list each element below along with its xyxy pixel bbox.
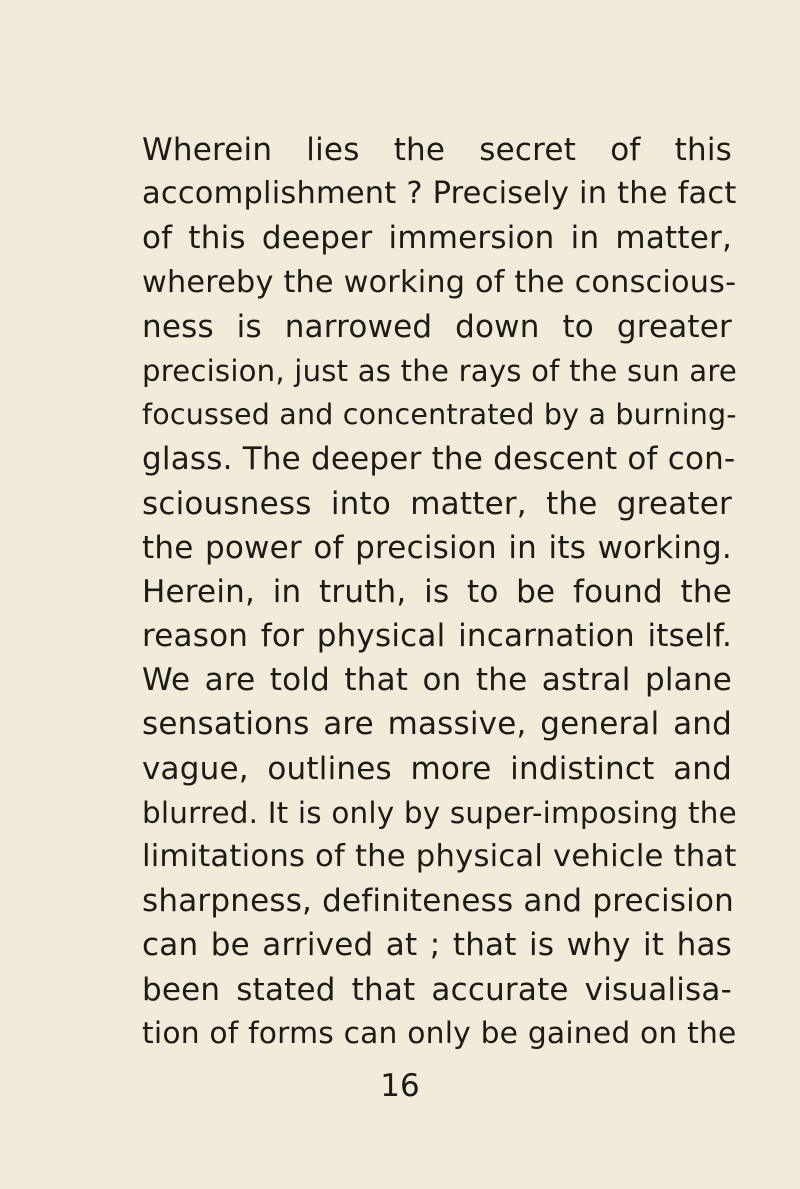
text-line: the power of precision in its working. xyxy=(142,529,732,566)
text-line: ness is narrowed down to greater xyxy=(142,308,732,345)
text-line: precision, just as the rays of the sun are xyxy=(142,353,737,388)
text-line: whereby the working of the conscious- xyxy=(142,264,737,300)
text-line: vague, outlines more indistinct and xyxy=(142,750,732,787)
text-line: glass. The deeper the descent of con- xyxy=(142,441,736,478)
text-line: reason for physical incarnation itself. xyxy=(142,618,732,655)
text-line: Herein, in truth, is to be found the xyxy=(142,573,732,610)
text-line: sharpness, definiteness and precision xyxy=(142,883,735,920)
text-line: can be arrived at ; that is why it has xyxy=(142,927,732,964)
text-line: limitations of the physical vehicle that xyxy=(142,839,737,874)
text-line: accomplishment ? Precisely in the fact xyxy=(142,176,737,212)
body-text xyxy=(142,128,737,1056)
text-line: sciousness into matter, the greater xyxy=(142,485,732,522)
text-line: sensations are massive, general and xyxy=(142,706,732,743)
page-number: 16 xyxy=(380,1068,420,1104)
text-line: tion of forms can only be gained on the xyxy=(142,1015,737,1051)
text-line: We are told that on the astral plane xyxy=(142,662,732,699)
text-line: of this deeper immersion in matter, xyxy=(142,220,732,257)
text-line: blurred. It is only by super-imposing the xyxy=(142,795,737,830)
text-line: Wherein lies the secret of this xyxy=(142,132,732,168)
text-line: been stated that accurate visualisa- xyxy=(142,971,732,1008)
text-line: focussed and concentrated by a burning- xyxy=(142,398,737,432)
